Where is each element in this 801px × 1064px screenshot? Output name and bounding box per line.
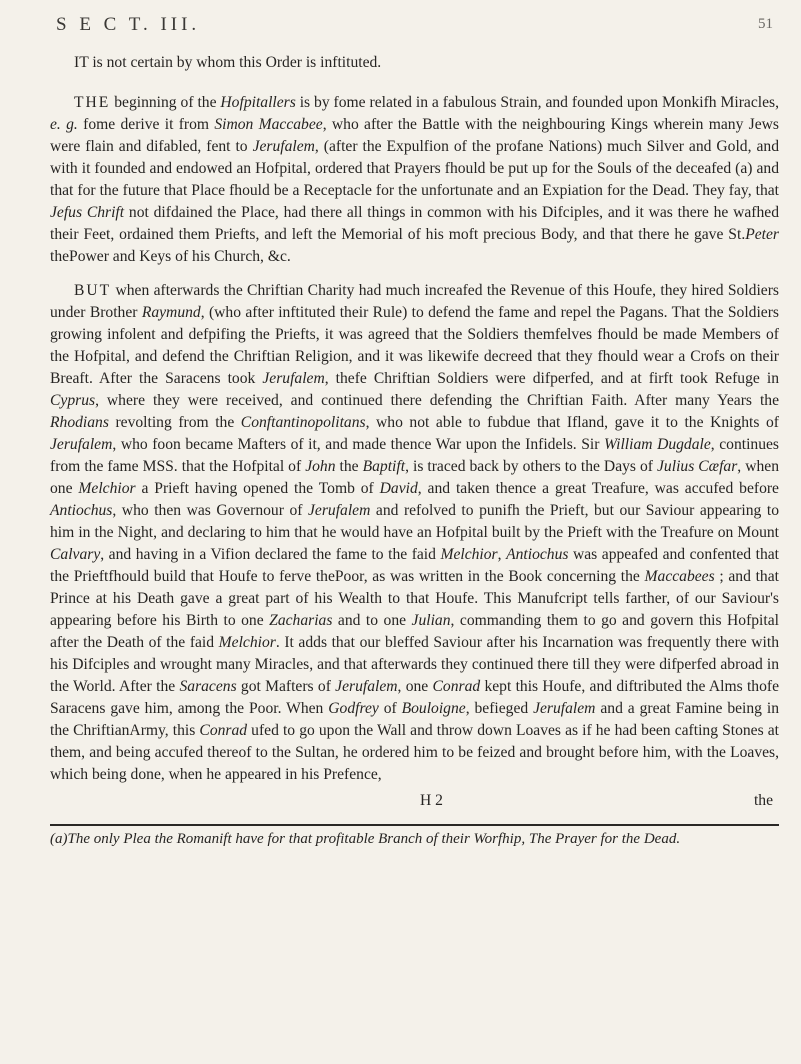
footnote-text: The only Plea the Romanift have for that profitable Branch of their Worfhip, The Prayer for the Dead. bbox=[67, 831, 681, 847]
page-header bbox=[50, 8, 779, 46]
italic-term: Antiochus bbox=[50, 502, 113, 519]
italic-term: Jefus Chrift bbox=[50, 204, 125, 221]
paragraph-origin: THE beginning of the Hofpitallers is by fome related in a fabulous Strain, and founded upon Monkifh Miracles, e. g. fome derive it from Simon Maccabee, who after the Battle with the neighbouring Kings wherein many Jews were flain and difabled, fent to Jerufalem, (after the Expulfion of the profane Nations) much Silver and Gold, and with it founded and endowed an Hofpital, ordered that Prayers fhould be put up for the Souls of the deceafed (a) and that for the future that Place fhould be a Receptacle for the unfortunate and an Expiation for the Dead. They fay, that Jefus Chrift not difdained the Place, had there all things in common with his Difciples, and it was there he wafhed their Feet, ordained them Priefts, and left the Memorial of his moft precious Body, and that there he gave St.Peter thePower and Keys of his Church, &c. bbox=[50, 94, 780, 265]
italic-term: Conftantinopolitans bbox=[240, 414, 366, 431]
footnote-marker: (a) bbox=[50, 831, 68, 847]
italic-term: Raymund bbox=[141, 304, 201, 321]
paragraph-history: BUT when afterwards the Chriftian Charity had much increafed the Revenue of this Houfe, they hired Soldiers under Brother Raymund, (who after inftituted their Rule) to defend the fame and repel the Pagans. That the Soldiers growing infolent and defpifing the Priefts, it was agreed that the Soldiers themfelves fhould be made Members of the Hofpital, and defend the Chriftian Religion, and it was likewife decreed that they fhould wear a Crofs on their Breaft. After the Saracens took Jerufalem, thefe Chriftian Soldiers were difperfed, and at firft took Refuge in Cyprus, where they were received, and continued there defending the Chriftian Faith. After many Years the Rhodians revolting from the Conftantinopolitans, who not able to fubdue that Ifland, gave it to the Knights of Jerufalem, who foon became Mafters of it, and made thence War upon the Infidels. Sir William Dugdale, continues from the fame MSS. that the Hofpital of John the Baptift, is traced back by others to the Days of Julius Cæfar, when one Melchior a Prieft having opened the Tomb of David, and taken thence a great Treafure, was accufed before Antiochus, who then was Governour of Jerufalem and refolved to punifh the Prieft, but our Saviour appearing to him in the Night, and declaring to him that he would have an Hofpital built by the Prieft with the Treafure on Mount Calvary, and having in a Vifion declared the fame to the faid Melchior, Antiochus was appeafed and confented that the Prieftfhould build that Houfe to ferve thePoor, as was written in the Book concerning the Maccabees ; and that Prince at his Death gave a great part of his Wealth to that Houfe. This Manufcript tells farther, of our Saviour's appearing before his Birth to one Zacharias and to one Julian, commanding them to go and govern this Hofpital after the Death of the faid Melchior. It adds that our bleffed Saviour after his Incarnation was frequently there with his Difciples and wrought many Miracles, and that afterwards they continued there till they were difperfed abroad in the World. After the Saracens got Mafters of Jerufalem, one Conrad kept this Houfe, and diftributed the Alms thofe Saracens gave him, among the Poor. When Godfrey of Bouloigne, befieged Jerufalem and a great Famine being in the ChriftianArmy, this Conrad ufed to go upon the Wall and throw down Loaves as if he had been cafting Stones at them, and being accufed thereof to the Sultan, he ordered him to be feized and brought before him, with the Loaves, which being done, when he appeared in his Prefence, bbox=[50, 282, 780, 783]
italic-term: e. g. bbox=[50, 116, 78, 133]
page-number: 51 bbox=[758, 16, 773, 32]
italic-term: Godfrey bbox=[328, 700, 379, 717]
italic-term: Jerufalem bbox=[533, 700, 596, 717]
italic-term: Jerufalem bbox=[335, 678, 398, 695]
footnote-rule bbox=[50, 824, 779, 826]
italic-term: Antiochus bbox=[506, 546, 569, 563]
page-foot-line bbox=[50, 792, 779, 814]
italic-term: Melchior bbox=[218, 634, 276, 651]
italic-term: Rhodians bbox=[50, 414, 109, 431]
paragraph-lead-word: BUT bbox=[74, 282, 112, 299]
italic-term: Cyprus bbox=[50, 392, 96, 409]
catchword: the bbox=[753, 792, 773, 809]
italic-term: Melchior bbox=[440, 546, 498, 563]
italic-term: Melchior bbox=[78, 480, 136, 497]
italic-term: Maccabees bbox=[644, 568, 715, 585]
italic-term: Hofpitallers bbox=[220, 94, 296, 111]
italic-term: William Dugdale bbox=[604, 436, 711, 453]
footnote bbox=[50, 830, 779, 849]
italic-term: Jerufalem bbox=[262, 370, 325, 387]
italic-term: Conrad bbox=[199, 722, 248, 739]
italic-term: Jerufalem bbox=[308, 502, 371, 519]
italic-term: David bbox=[379, 480, 418, 497]
italic-term: Calvary bbox=[50, 546, 101, 563]
paragraph-lead-word: THE bbox=[74, 94, 111, 111]
italic-term: Simon Maccabee bbox=[214, 116, 323, 133]
italic-term: Conrad bbox=[432, 678, 481, 695]
opening-sentence: IT is not certain by whom this Order is inftituted. bbox=[74, 54, 382, 71]
italic-term: Julian bbox=[411, 612, 451, 629]
running-head: S E C T. III. bbox=[56, 14, 201, 35]
italic-term: Peter bbox=[745, 226, 779, 243]
italic-term: Jerufalem bbox=[252, 138, 315, 155]
italic-term: Bouloigne bbox=[401, 700, 466, 717]
italic-term: Baptift bbox=[362, 458, 406, 475]
italic-term: John bbox=[305, 458, 336, 475]
italic-term: Julius Cæfar bbox=[657, 458, 738, 475]
italic-term: Saracens bbox=[179, 678, 237, 695]
italic-term: Zacharias bbox=[269, 612, 333, 629]
italic-term: Jerufalem bbox=[50, 436, 113, 453]
signature-mark: H 2 bbox=[420, 792, 443, 809]
